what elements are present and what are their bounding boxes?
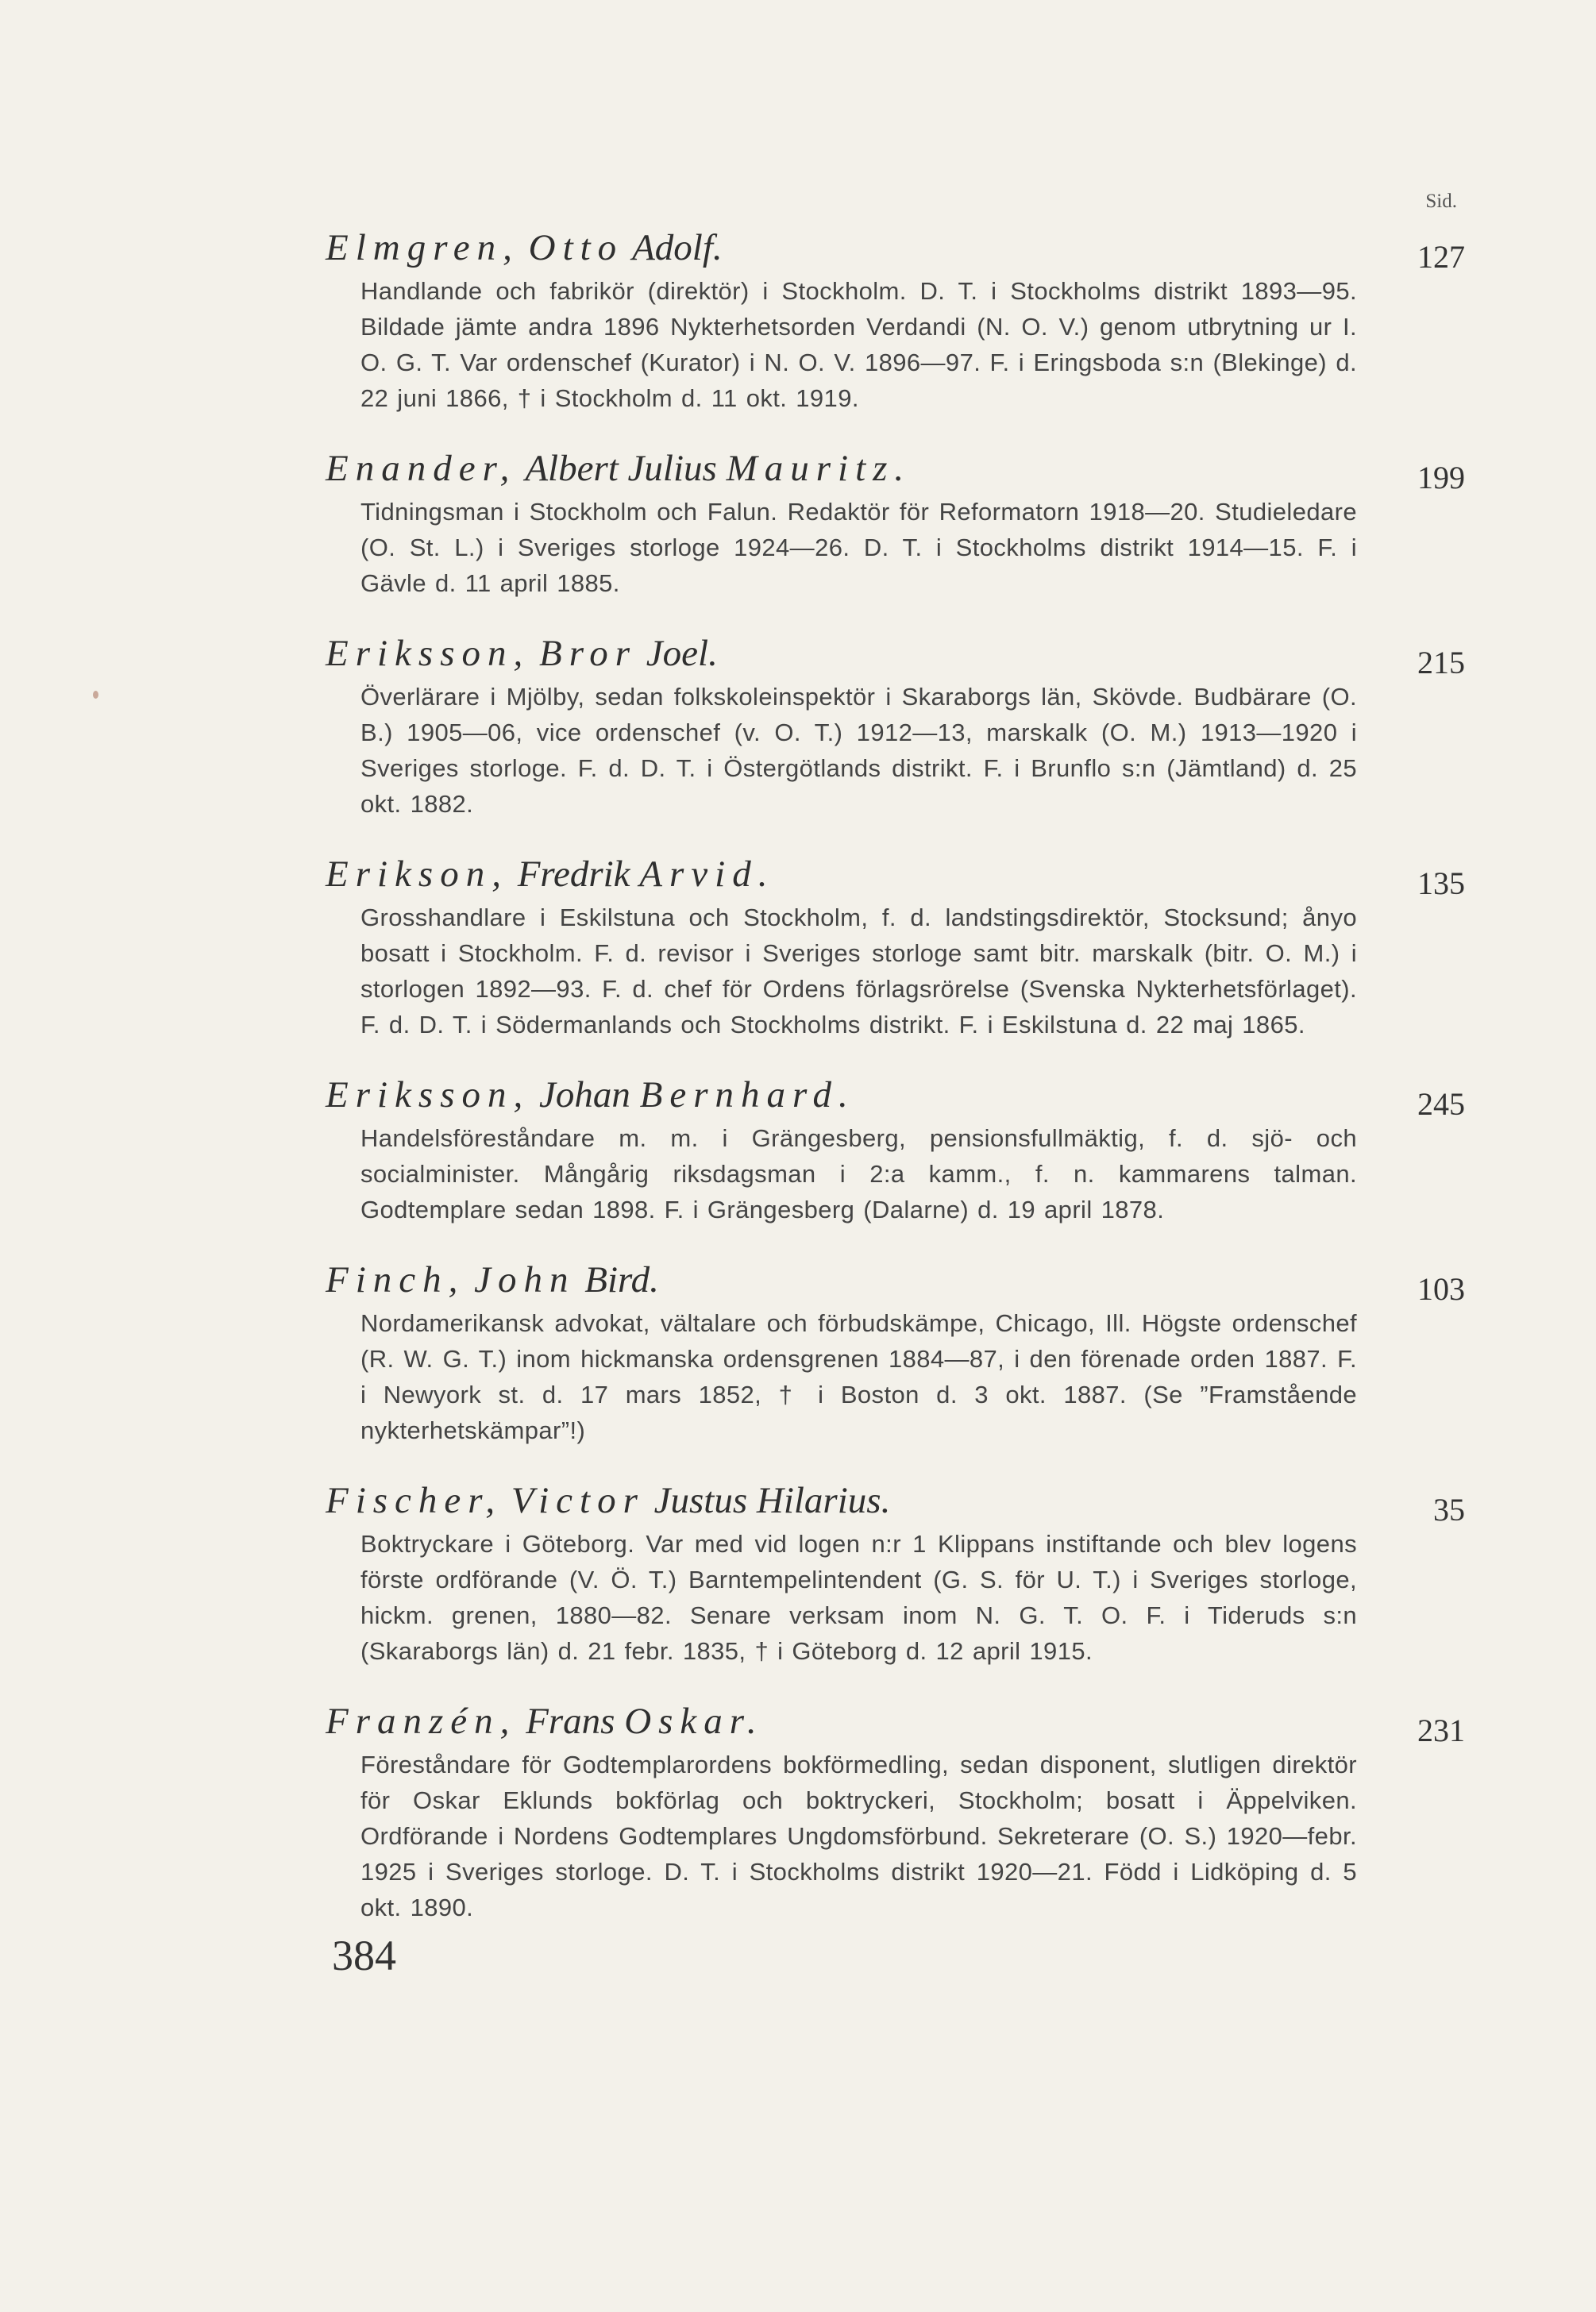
entry-surname: Eriksson, (326, 633, 530, 674)
entry-other-names: Arvid. (639, 854, 775, 895)
entry-elmgren (326, 222, 1465, 416)
entry-name (326, 1254, 1358, 1305)
entry-name (326, 628, 1358, 679)
entry-description: Boktryckare i Göteborg. Var med vid logen n:r 1 Klippans instiftande och blev logens förste ordförande (V. Ö. T.) Barntempelintendent (G. S. för U. T.) i Sveriges storloge, hickm. grenen, 1880—82. Senare verksam inom N. G. T. O. F. i Tideruds s:n (Skaraborgs län) d. 21 febr. 1835, † i Göteborg d. 12 april 1915. (360, 1530, 1357, 1665)
entry-surname: Erikson, (326, 854, 508, 895)
entry-franzen (326, 1696, 1465, 1925)
entry-finch (326, 1254, 1465, 1448)
entry-description: Grosshandlare i Eskilstuna och Stockholm, f. d. landstingsdirektör, Stocksund; ånyo bosatt i Stockholm. F. d. revisor i Sveriges storloge samt bitr. marskalk (bitr. O. M.) i storlogen 1892—93. F. d. chef för Ordens förlagsrörelse (Svenska Nykterhetsförlaget). F. d. D. T. i Södermanlands och Stockholms distrikt. F. i Eskilstuna d. 22 maj 1865. (360, 904, 1357, 1038)
entry-other-names: Bernhard. (639, 1074, 855, 1116)
entry-page-ref: 245 (1417, 1086, 1465, 1122)
entry-other-names: Oskar. (624, 1701, 764, 1742)
entry-surname: Elmgren, (326, 227, 519, 268)
entry-fischer (326, 1475, 1465, 1669)
entry-given-name: Bror (539, 633, 638, 674)
entry-given-name: Frans (526, 1701, 615, 1742)
entry-other-names: Joel. (646, 633, 718, 674)
entry-description: Överlärare i Mjölby, sedan folkskoleinspektör i Skaraborgs län, Skövde. Budbärare (O. B.) 1905—06, vice ordenschef (v. O. T.) 1912—13, marskalk (O. M.) 1913—1920 i Sveriges storloge. F. d. D. T. i Östergötlands distrikt. F. i Brunflo s:n (Jämtland) d. 25 okt. 1882. (360, 683, 1357, 818)
entry-page-ref: 127 (1417, 239, 1465, 275)
page-number: 384 (332, 1932, 396, 1979)
entry-description: Nordamerikansk advokat, vältalare och förbudskämpe, Chicago, Ill. Högste ordenschef (R. W. G. T.) inom hickmanska ordensgrenen 1884—87, i den förenade orden 1887. F. i Newyork st. d. 17 mars 1852, † i Boston d. 3 okt. 1887. (Se ”Framstående nykterhetskämpar”!) (360, 1309, 1357, 1444)
entry-given-name: Johan (539, 1074, 630, 1116)
entry-given-name: Albert Julius (525, 448, 717, 489)
entry-surname: Fischer, (326, 1480, 503, 1521)
entry-surname: Finch, (326, 1259, 465, 1300)
entry-eriksson-bror (326, 628, 1465, 822)
entry-name (326, 1475, 1358, 1526)
page-reference-header: Sid. (1425, 191, 1457, 212)
entry-given-name: Otto (528, 227, 624, 268)
entry-description: Tidningsman i Stockholm och Falun. Redaktör för Reformatorn 1918—20. Studieledare (O. St. L.) i Sveriges storloge 1924—26. D. T. i Stockholms distrikt 1914—15. F. i Gävle d. 11 april 1885. (360, 498, 1357, 597)
entry-name (326, 1069, 1358, 1120)
entry-description: Handlande och fabrikör (direktör) i Stockholm. D. T. i Stockholms distrikt 1893—95. Bildade jämte andra 1896 Nykterhetsorden Verdandi (N. O. V.) genom utbrytning ur I. O. G. T. Var ordenschef (Kurator) i N. O. V. 1896—97. F. i Eringsboda s:n (Blekinge) d. 22 juni 1866, † i Stockholm d. 11 okt. 1919. (360, 277, 1357, 412)
entry-surname: Franzén, (326, 1701, 517, 1742)
entry-other-names: Mauritz. (726, 448, 912, 489)
entry-name (326, 222, 1358, 273)
paper-speck (93, 691, 98, 699)
entry-other-names: Adolf. (632, 227, 723, 268)
entry-description: Handelsföreståndare m. m. i Grängesberg, pensionsfullmäktig, f. d. sjö- och socialminister. Mångårig riksdagsman i 2:a kamm., f. n. kammarens talman. Godtemplare sedan 1898. F. i Grängesberg (Dalarne) d. 19 april 1878. (360, 1124, 1357, 1223)
entry-other-names: Bird. (584, 1259, 659, 1300)
entry-other-names: Justus Hilarius. (653, 1480, 891, 1521)
entry-page-ref: 103 (1417, 1271, 1465, 1307)
biography-entries (326, 222, 1465, 1952)
entry-given-name: Victor (511, 1480, 645, 1521)
entry-enander (326, 443, 1465, 601)
entry-eriksson-johan (326, 1069, 1465, 1227)
entry-erikson-fredrik (326, 849, 1465, 1042)
entry-given-name: John (474, 1259, 576, 1300)
entry-page-ref: 35 (1433, 1492, 1465, 1528)
entry-page-ref: 199 (1417, 460, 1465, 495)
entry-description: Föreståndare för Godtemplarordens bokförmedling, sedan disponent, slutligen direktör för Oskar Eklunds bokförlag och boktryckeri, Stockholm; bosatt i Äppelviken. Ordförande i Nordens Godtemplares Ungdomsförbund. Sekreterare (O. S.) 1920—febr. 1925 i Sveriges storloge. D. T. i Stockholms distrikt 1920—21. Född i Lidköping d. 5 okt. 1890. (360, 1751, 1357, 1921)
entry-name (326, 443, 1358, 494)
entry-surname: Enander, (326, 448, 517, 489)
entry-name (326, 1696, 1358, 1747)
entry-page-ref: 231 (1417, 1713, 1465, 1748)
entry-page-ref: 135 (1417, 865, 1465, 901)
entry-page-ref: 215 (1417, 645, 1465, 680)
entry-name (326, 849, 1358, 900)
entry-given-name: Fredrik (517, 854, 630, 895)
entry-surname: Eriksson, (326, 1074, 530, 1116)
